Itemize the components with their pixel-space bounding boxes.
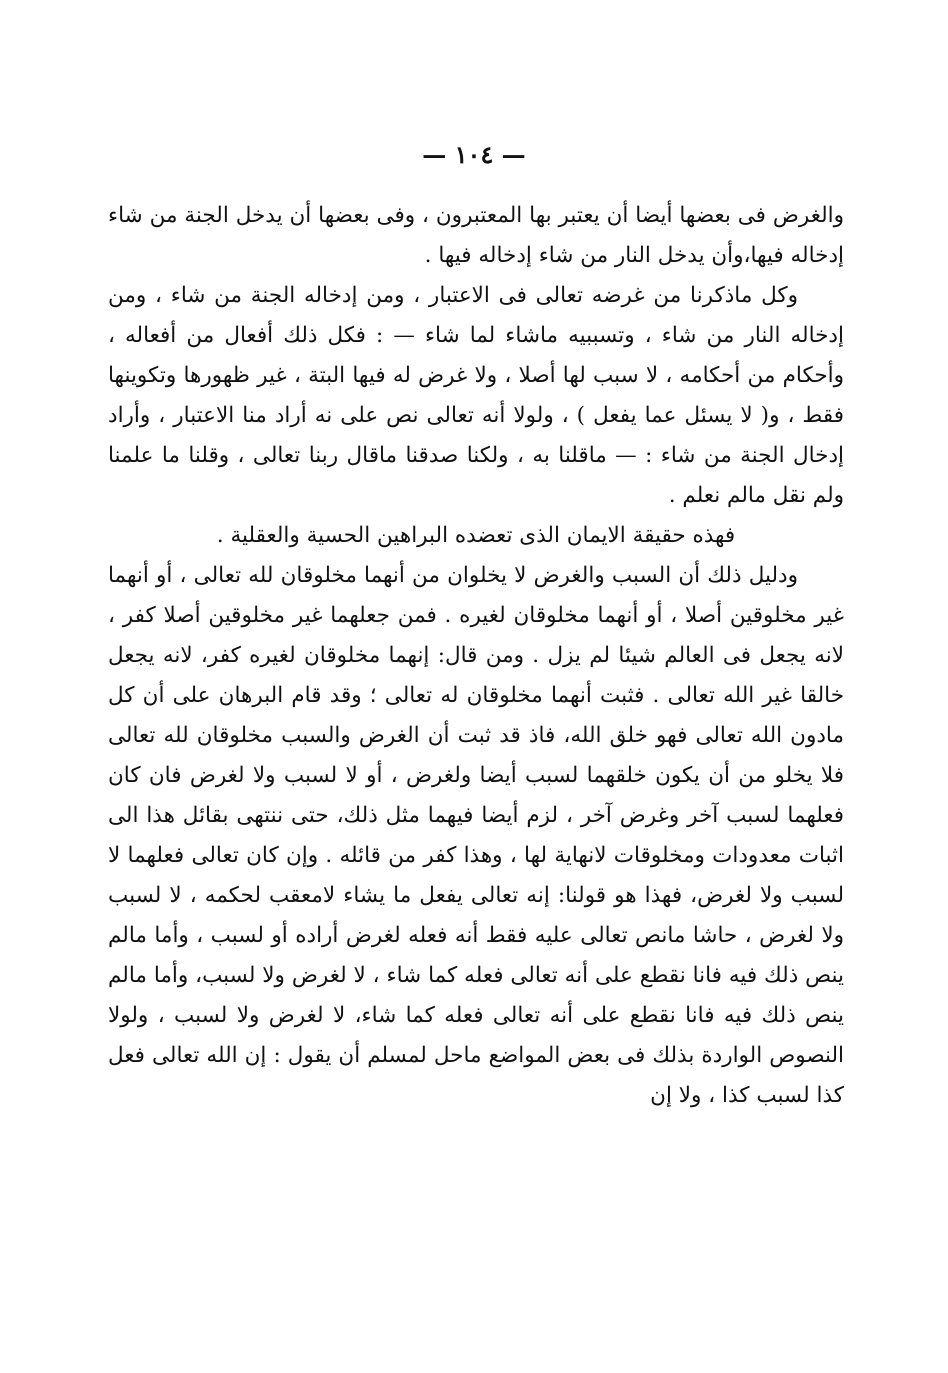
paragraph-4: ودليل ذلك أن السبب والغرض لا يخلوان من أنهما مخلوقان لله تعالى ، أو أنهما غير مخلوقين أصلا ، أو أنهما مخلوقان لغيره . فمن جعلهما غير مخلوقين أصلا كفر ، لانه يجعل فى العالم شيئا لم يزل . ومن قال: إنهما مخلوقان لغيره كفر، لانه يجعل خالقا غير الله تعالى . فثبت أنهما مخلوقان له تعالى ؛ وقد قام البرهان على أن كل مادون الله تعالى فهو خلق الله، فاذ قد ثبت أن الغرض والسبب مخلوقان لله تعالى فلا يخلو من أن يكون خلقهما لسبب أيضا ولغرض ، أو لا لسبب ولا لغرض فان كان فعلهما لسبب آخر وغرض آخر ، لزم أيضا فيهما مثل ذلك، حتى ننتهى بقائل هذا الى اثبات معدودات ومخلوقات لانهاية لها ، وهذا كفر من قائله . وإن كان تعالى فعلهما لا لسبب ولا لغرض، فهذا هو قولنا: إنه تعالى يفعل ما يشاء لامعقب لحكمه ، لا لسبب ولا لغرض ، حاشا مانص تعالى عليه فقط أنه فعله لغرض أراده أو لسبب ، وأما مالم ينص ذلك فيه فانا نقطع على أنه تعالى فعله كما شاء ، لا لغرض ولا لسبب، وأما مالم ينص ذلك فيه فانا نقطع على أنه تعالى فعله كما شاء، لا لغرض ولا لسبب ، ولولا النصوص الواردة بذلك فى بعض المواضع ماحل لمسلم أن يقول : إن الله تعالى فعل كذا لسبب كذا ، ولا إن — [108, 563, 844, 1108]
page-number: — ١٠٤ — — [422, 140, 526, 169]
paragraph-1: والغرض فى بعضها أيضا أن يعتبر بها المعتبرون ، وفى بعضها أن يدخل الجنة من شاء إدخاله فيها،وأن يدخل النار من شاء إدخاله فيها . — [108, 203, 844, 268]
paragraph-2: وكل ماذكرنا من غرضه تعالى فى الاعتبار ، ومن إدخاله الجنة من شاء ، ومن إدخاله النار من شاء ، وتسببيه ماشاء لما شاء — : فكل ذلك أفعال من أفعاله ، وأحكام من أحكامه ، لا سبب لها أصلا ، ولا غرض له فيها البتة ، غير ظهورها وتكوينها فقط ، و( لا يسئل عما يفعل ) ، ولولا أنه تعالى نص على نه أراد منا الاعتبار ، وأراد إدخال الجنة من شاء : — ماقلنا به ، ولكنا صدقنا ماقال ربنا تعالى ، وقلنا ما علمنا ولم نقل مالم نعلم . — [108, 283, 844, 508]
body-text — [108, 196, 844, 1116]
paragraph-3: فهذه حقيقة الايمان الذى تعضده البراهين الحسية والعقلية . — [216, 523, 736, 548]
